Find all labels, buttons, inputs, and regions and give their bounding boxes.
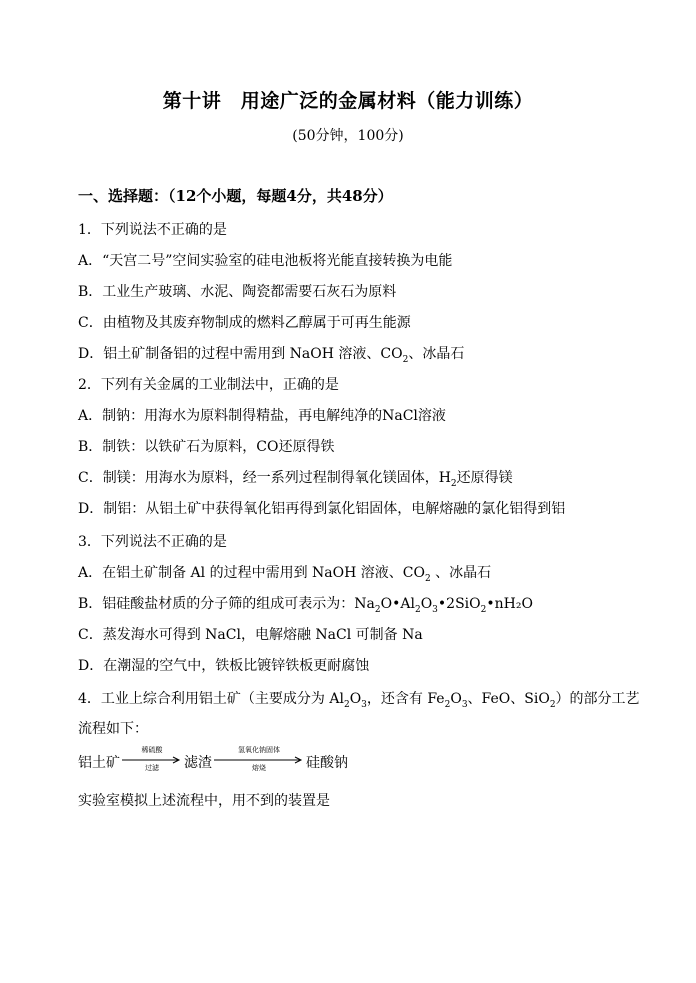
q3-option-b-part: O•Al (380, 596, 415, 612)
q1-option-b: B．工业生产玻璃、水泥、陶瓷都需要石灰石为原料 (78, 284, 397, 300)
q3-option-a (78, 562, 491, 584)
flow-arrow-2-operation: 熔烧 (252, 764, 266, 772)
q4-stem-sub: 2 (444, 699, 451, 710)
section-heading: 一、选择题：（12个小题，每题4分，共48分） (78, 187, 393, 205)
flow-arrow-2-reagent: 氢氧化钠固体 (238, 746, 280, 754)
q2-option-c-sub: 2 (450, 478, 457, 489)
flow-arrow-1-reagent: 稀硫酸 (141, 746, 163, 754)
q3-option-c: C．蒸发海水可得到 NaCl，电解熔融 NaCl 可制备 Na (78, 627, 423, 643)
q1-option-c: C．由植物及其废弃物制成的燃料乙醇属于可再生能源 (78, 315, 411, 331)
flow-start: 铝土矿 (78, 755, 120, 771)
flow-arrow-1-operation: 过滤 (145, 764, 159, 772)
flow-end: 硅酸钠 (306, 755, 348, 771)
q4-stem-part: ，还含有 Fe (366, 691, 445, 707)
q4-stem-sub: 2 (549, 699, 556, 710)
q4-stem-sub: 3 (461, 699, 468, 710)
q3-option-d: D．在潮湿的空气中，铁板比镀锌铁板更耐腐蚀 (78, 658, 370, 674)
q3-option-b-sub: 3 (432, 604, 438, 615)
q2-option-d: D．制铝：从铝土矿中获得氧化铝再得到氯化铝固体，电解熔融的氯化铝得到铝 (78, 501, 566, 517)
q1-option-d-end: 、冰晶石 (408, 346, 465, 362)
q4-stem-part: 、FeO、SiO (467, 691, 550, 707)
q3-option-b-sub: 2 (414, 604, 421, 615)
q4-question: 实验室模拟上述流程中，用不到的装置是 (78, 793, 330, 809)
q4-stem-sub: 3 (361, 699, 367, 710)
q4-stem (78, 688, 640, 710)
q3-option-b-part: O (420, 596, 433, 612)
q4-stem-part: O (450, 691, 462, 707)
q3-option-b-sub: 2 (480, 604, 487, 615)
page-title: 第十讲 用途广泛的金属材料（能力训练） (162, 90, 534, 112)
q3-option-b-end: •nH₂O (486, 596, 533, 612)
q1-option-d-text: D．铝土矿制备铝的过程中需用到 NaOH 溶液、CO (78, 346, 403, 362)
page-subtitle: (50分钟，100分) (292, 128, 404, 144)
q1-option-d-sub: 2 (402, 354, 409, 365)
q3-option-b (78, 593, 533, 615)
q3-option-b-part: •2SiO (437, 596, 481, 612)
flow-middle: 滤渣 (184, 755, 212, 771)
q2-stem: 2．下列有关金属的工业制法中，正确的是 (78, 377, 339, 393)
q3-option-a-text: A．在铝土矿制备 Al 的过程中需用到 NaOH 溶液、CO (78, 565, 425, 581)
q4-stem-sub: 2 (343, 699, 350, 710)
q3-option-a-end: 、冰晶石 (430, 565, 492, 581)
q2-option-c-text: C．制镁：用海水为原料，经一系列过程制得氧化镁固体，H (78, 470, 451, 486)
q2-option-c (78, 467, 513, 489)
q4-stem-part: O (349, 691, 362, 707)
q4-stem-text: 4．工业上综合利用铝土矿（主要成分为 Al (78, 691, 344, 707)
q3-option-b-sub: 2 (374, 604, 381, 615)
q3-option-b-text: B．铝硅酸盐材质的分子筛的组成可表示为：Na (78, 596, 375, 612)
q1-stem: 1．下列说法不正确的是 (78, 222, 227, 238)
q3-stem: 3．下列说法不正确的是 (78, 534, 227, 550)
q3-option-a-sub: 2 (424, 573, 431, 584)
q1-option-d (78, 343, 464, 365)
q4-stem-line2: 流程如下： (78, 721, 148, 737)
q4-stem-end: ）的部分工艺 (555, 691, 640, 707)
q2-option-b: B．制铁：以铁矿石为原料，CO还原得铁 (78, 439, 335, 455)
q1-option-a: A．“天宫二号”空间实验室的硅电池板将光能直接转换为电能 (78, 253, 453, 269)
q2-option-c-end: 还原得镁 (456, 470, 513, 486)
q2-option-a: A．制钠：用海水为原料制得精盐，再电解纯净的NaCl溶液 (78, 408, 446, 424)
